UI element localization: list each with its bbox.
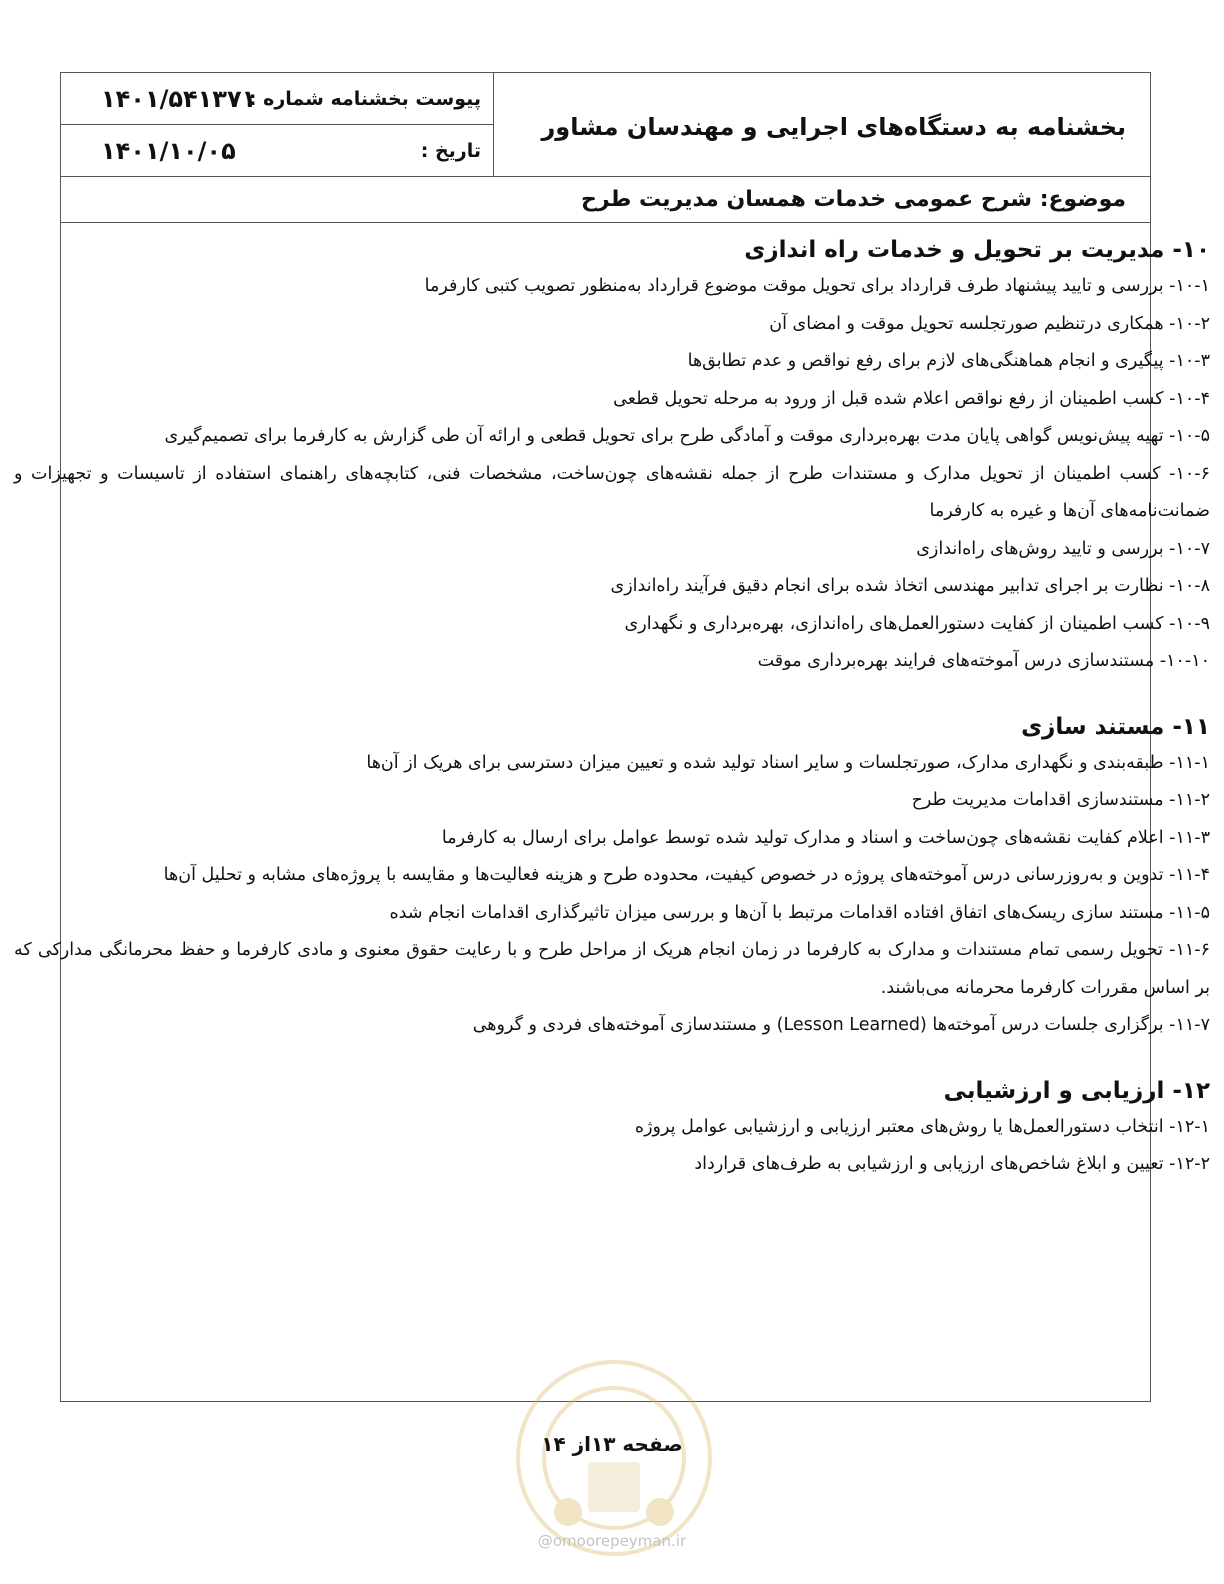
document-body	[14, 232, 1210, 1212]
list-item: ۱۰-۶- کسب اطمینان از تحویل مدارک و مستندات طرح از جمله نقشه‌های چون‌ساخت، مشخصات فنی، کتابچه‌های راهنمای استفاده از تاسیسات و تجهیزات و ضمانت‌نامه‌های آن‌ها و غیره به کارفرما	[14, 463, 1210, 521]
subject-row	[61, 177, 1150, 223]
list-item: ۱۱-۲- مستندسازی اقدامات مدیریت طرح	[911, 790, 1210, 810]
document-title: بخشنامه به دستگاه‌های اجرایی و مهندسان مشاور	[541, 113, 1126, 141]
list-item: ۱۱-۶- تحویل رسمی تمام مستندات و مدارک به کارفرما در زمان انجام هریک از مراحل طرح و با رعایت حقوق معنوی و مادی کارفرما و حفظ محرمانگی مدارکی که بر اساس مقررات کارفرما محرمانه می‌باشند.	[14, 940, 1210, 998]
list-item: ۱۱-۳- اعلام کفایت نقشه‌های چون‌ساخت و اسناد و مدارک تولید شده توسط عوامل برای ارسال به کارفرما	[441, 827, 1210, 848]
list-item: ۱۲-۲- تعیین و ابلاغ شاخص‌های ارزیابی و ارزشیابی به طرف‌های قرارداد	[694, 1154, 1210, 1174]
page-number: صفحه ۱۳از ۱۴	[541, 1432, 683, 1456]
list-item: ۱۱-۷- برگزاری جلسات درس آموخته‌ها (Lesson Learned) و مستندسازی آموخته‌های فردی و گروهی	[472, 1015, 1210, 1035]
list-item: ۱۰-۱۰- مستندسازی درس آموخته‌های فرایند بهره‌برداری موقت	[757, 651, 1210, 671]
list-item: ۱۰-۵- تهیه پیش‌نویس گواهی پایان مدت بهره‌برداری موقت و آمادگی طرح برای تحویل قطعی و ارائه آن طی گزارش به کارفرما برای تصمیم‌گیری	[164, 426, 1210, 446]
list-item: ۱۰-۳- پیگیری و انجام هماهنگی‌های لازم برای رفع نواقص و عدم تطابق‌ها	[687, 351, 1210, 371]
list-item: ۱۱-۱- طبقه‌بندی و نگهداری مدارک، صورتجلسات و سایر اسناد تولید شده و تعیین میزان دسترسی برای هریک از آن‌ها	[366, 752, 1210, 773]
list-item: ۱۰-۱- بررسی و تایید پیشنهاد طرف قرارداد برای تحویل موقت موضوع قرارداد به‌منظور تصویب کتبی کارفرما	[424, 276, 1210, 296]
header-row	[61, 73, 1150, 177]
list-item: ۱۰-۹- کسب اطمینان از کفایت دستورالعمل‌های راه‌اندازی، بهره‌برداری و نگهداری	[624, 613, 1210, 634]
section-title: ۱۱- مستند سازی	[1021, 713, 1210, 740]
subject-text: موضوع: شرح عمومی خدمات همسان مدیریت طرح	[581, 187, 1126, 212]
list-item: ۱۰-۴- کسب اطمینان از رفع نواقص اعلام شده قبل از ورود به مرحله تحویل قطعی	[613, 388, 1210, 409]
section-title: ۱۲- ارزیابی و ارزشیابی	[943, 1077, 1210, 1104]
watermark-url: @omoorepeyman.ir	[537, 1532, 687, 1550]
section-11	[14, 709, 1210, 1045]
list-item: ۱۲-۱- انتخاب دستورالعمل‌ها یا روش‌های معتبر ارزیابی و ارزشیابی عوامل پروژه	[634, 1116, 1210, 1137]
section-12	[14, 1073, 1210, 1184]
list-item: ۱۰-۸- نظارت بر اجرای تدابیر مهندسی اتخاذ شده برای انجام دقیق فرآیند راه‌اندازی	[610, 576, 1210, 596]
list-item: ۱۱-۴- تدوین و به‌روزرسانی درس آموخته‌های پروژه در خصوص کیفیت، محدوده طرح و هزینه فعالیت‌ها و مقایسه با پروژه‌های مشابه و تحلیل آن‌ها	[163, 865, 1210, 885]
attachment-number: ۱۴۰۱/۵۴۱۳۷۱	[101, 85, 257, 113]
list-item: ۱۰-۲- همکاری درتنظیم صورتجلسه تحویل موقت و امضای آن	[769, 313, 1210, 334]
date-label: تاریخ :	[420, 140, 481, 162]
date-value: ۱۴۰۱/۱۰/۰۵	[101, 137, 236, 165]
section-10	[14, 232, 1210, 681]
list-item: ۱۰-۷- بررسی و تایید روش‌های راه‌اندازی	[916, 538, 1210, 559]
list-item: ۱۱-۵- مستند سازی ریسک‌های اتفاق افتاده اقدامات مرتبط با آن‌ها و بررسی میزان تاثیرگذاری اقدامات انجام شده	[389, 902, 1210, 923]
attachment-row	[61, 73, 493, 125]
attachment-label: پیوست بخشنامه شماره :	[248, 88, 481, 110]
date-row	[61, 125, 493, 177]
header-meta	[61, 73, 494, 176]
section-title: ۱۰- مدیریت بر تحویل و خدمات راه اندازی	[744, 237, 1210, 263]
